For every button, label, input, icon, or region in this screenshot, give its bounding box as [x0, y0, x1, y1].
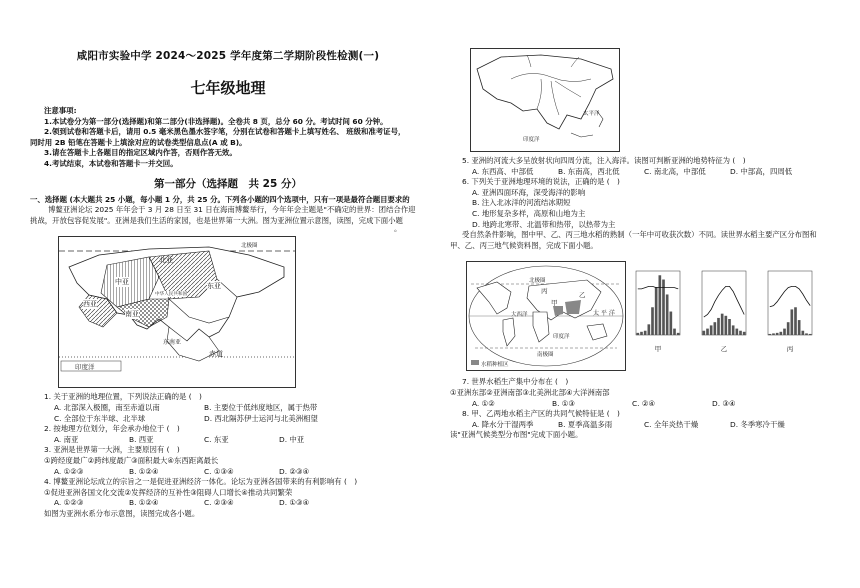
- option[interactable]: B. ①②④: [129, 498, 159, 508]
- option[interactable]: D. ③④: [712, 398, 736, 408]
- exam-title: 咸阳市实验中学 2024～2025 学年度第二学期阶段性检测(一): [76, 50, 380, 62]
- note-line: 1.本试卷分为第一部分(选择题)和第二部分(非选择题)。全卷共 8 页，总分 60 分。考试时间 60 分钟。: [44, 116, 388, 126]
- option[interactable]: B. ①③: [552, 398, 576, 408]
- label-south-asia: 南亚: [125, 310, 139, 319]
- rice-figure: [466, 261, 820, 371]
- label-indian-ocean: 印度洋: [75, 363, 95, 372]
- precip-bar: [728, 319, 731, 335]
- chart-label: 乙: [720, 345, 728, 354]
- climate-chart-jia: [628, 265, 688, 354]
- label-indian-ocean: 印度洋: [523, 137, 540, 143]
- precip-bar: [743, 332, 746, 335]
- precip-bar: [732, 326, 735, 336]
- precip-bar: [802, 331, 805, 335]
- precip-bar: [717, 318, 720, 335]
- asia-location-map: [58, 236, 296, 388]
- precip-bar: [714, 323, 717, 336]
- intro-line: 博鳌亚洲论坛 2025 年年会于 3 月 28 日至 31 日在海南博鳌举行，今年年会主题是"不确定的世界：团结合作迎: [48, 205, 416, 215]
- question-sub: ①亚洲东部②亚洲南部③北美洲北部④大洋洲南部: [450, 387, 610, 397]
- precip-bar: [794, 308, 797, 336]
- precip-bar: [736, 329, 739, 335]
- chart-frame: [636, 271, 680, 335]
- label-china: 中华人民共和国: [155, 292, 188, 298]
- option[interactable]: A. ①②: [472, 398, 495, 408]
- option[interactable]: D. 冬季寒冷干燥: [730, 419, 785, 429]
- note-line: 同时用 2B 铅笔在答题卡上填涂对应的试卷类型信息点(A 或 B)。: [30, 137, 247, 147]
- label-pacific: 太平洋: [583, 111, 600, 117]
- option[interactable]: B. 西亚: [129, 434, 154, 444]
- precip-bar: [787, 323, 790, 336]
- question-sub: ①跨经度最广②跨纬度最广③面积最大④东西距离最长: [44, 455, 219, 465]
- climate-chart-bing: [760, 265, 820, 354]
- intro-line: 挑战，开放包容促发展"。亚洲是我们生活的家园，也是世界第一大洲。图为亚洲位置示意图，读图，完成下面小题: [30, 215, 403, 225]
- rice-intro-line: 受自然条件影响，图中甲、乙、丙三地水稻的熟制（一年中可收获次数）不同。读世界水稻主要产区分布图和: [462, 230, 817, 240]
- question-options: [54, 435, 412, 446]
- option[interactable]: A. ①②③: [54, 466, 84, 476]
- label-se-asia: 东南亚: [163, 339, 182, 347]
- option[interactable]: B. 夏季高温多雨: [558, 419, 613, 429]
- option[interactable]: C. 地形复杂多样，高原和山地为主: [472, 208, 586, 218]
- option[interactable]: D. 中亚: [279, 434, 305, 444]
- precip-bar: [769, 334, 772, 335]
- right-tail: 读"亚洲气候类型分布图"完成下面小题。: [450, 430, 583, 440]
- option[interactable]: C. 南北高，中部低: [644, 166, 706, 176]
- question-options: [54, 403, 412, 414]
- temperature-line: [638, 287, 678, 290]
- option[interactable]: A. 亚洲四面环海，深受海洋的影响: [472, 187, 586, 197]
- precip-bar: [739, 331, 742, 335]
- option[interactable]: B. ①②④: [129, 466, 159, 476]
- climate-charts: [628, 265, 820, 354]
- label-atlantic: 大西洋: [511, 312, 528, 319]
- part1-heading: 第一部分（选择题 共 25 分）: [154, 177, 302, 190]
- precip-bar: [706, 329, 709, 335]
- climate-chart-svg: [760, 265, 820, 341]
- temperature-line: [770, 287, 810, 307]
- label-north-circle: 北极圈: [241, 243, 258, 250]
- label-east-asia: 东亚: [207, 282, 221, 291]
- precip-bar: [651, 308, 654, 336]
- rice-intro-line: 甲、乙、丙三地气候资料图，完成下面小题。: [450, 240, 598, 250]
- question-options: [54, 414, 412, 425]
- precip-bar: [780, 332, 783, 335]
- label-equator: 赤道: [209, 350, 223, 359]
- label-north-circle: 北极圈: [529, 278, 546, 285]
- world-rice-map: [466, 261, 626, 371]
- question-stem: 6. 下列关于亚洲地理环境的说法，正确的是 ( ): [462, 177, 620, 187]
- precip-bar: [783, 329, 786, 335]
- precip-bar: [798, 320, 801, 335]
- label-central-asia: 中亚: [115, 278, 129, 287]
- question-options: [54, 467, 412, 478]
- question-stem: 5. 亚洲的河流大多呈放射状向四周分流，注入海洋。读图可判断亚洲的地势特征为 ( ): [462, 156, 746, 165]
- option[interactable]: C. 全年炎热干燥: [644, 419, 699, 429]
- label-indian: 印度洋: [553, 334, 570, 341]
- precip-bar: [791, 310, 794, 336]
- question-stem: 1. 关于亚洲的地理位置，下列说法正确的是 ( ): [44, 392, 202, 402]
- precip-bar: [673, 329, 676, 335]
- left-column: [30, 48, 416, 519]
- question-sub: ①促进亚洲各国文化交流②发挥经济的互补性③阻碍人口增长④推动共同繁荣: [44, 487, 293, 497]
- option[interactable]: A. 北部深入极圈，南至赤道以南: [54, 402, 160, 412]
- option[interactable]: D. 中部高，四周低: [730, 166, 793, 176]
- chart-frame: [702, 271, 746, 335]
- option[interactable]: D. 地跨北寒带、北温带和热带，以热带为主: [472, 219, 616, 229]
- precip-bar: [648, 325, 651, 336]
- question-options: [472, 420, 820, 431]
- precip-bar: [644, 331, 647, 335]
- label-yi: 乙: [579, 291, 586, 300]
- intro-line: 。: [394, 224, 402, 234]
- option[interactable]: C. ①③④: [204, 466, 234, 476]
- option[interactable]: C. ②④: [632, 398, 656, 408]
- question-stem: 4. 博鳌亚洲论坛成立的宗旨之一是促进亚洲经济一体化。论坛为亚洲各国带来的有利影响有 ( ): [44, 477, 358, 487]
- climate-chart-svg: [694, 265, 754, 341]
- precip-bar: [772, 334, 775, 336]
- legend-rice: 水稻种植区: [481, 362, 509, 369]
- option[interactable]: B. 主要位于低纬度地区，属于热带: [204, 402, 318, 412]
- chart-frame: [768, 271, 812, 335]
- label-pacific: 太 平 洋: [593, 310, 615, 318]
- precip-bar: [809, 334, 812, 335]
- precip-bar: [703, 331, 706, 335]
- asia-river-map: [470, 48, 620, 152]
- precip-bar: [670, 312, 673, 335]
- option[interactable]: A. 南亚: [54, 434, 79, 444]
- temperature-line: [704, 287, 744, 318]
- precip-bar: [710, 326, 713, 336]
- climate-chart-svg: [628, 265, 688, 341]
- option[interactable]: D. ②③④: [279, 466, 310, 476]
- precip-bar: [655, 287, 658, 335]
- precip-bar: [721, 314, 724, 335]
- label-south-circle: 南极圈: [537, 352, 554, 359]
- label-north-asia: 北亚: [159, 256, 173, 265]
- chart-label: 丙: [786, 345, 794, 354]
- label-west-asia: 西亚: [83, 300, 97, 309]
- label-bing: 丙: [541, 287, 548, 296]
- climate-chart-yi: [694, 265, 754, 354]
- precip-bar: [805, 334, 808, 336]
- river-map-drawing: [471, 49, 619, 151]
- precip-bar: [725, 316, 728, 335]
- precip-bar: [677, 333, 680, 335]
- option[interactable]: B. 东南高，西北低: [558, 166, 620, 176]
- question-options: [54, 498, 412, 509]
- left-tail: 如图为亚洲水系分布示意图，读图完成各小题。: [44, 508, 200, 518]
- part1-instruction: 一、选择题 (本大题共 25 小题，每小题 1 分，共 25 分。下列各小题的四个选项中，只有一项是最符合题目要求的: [30, 194, 410, 204]
- question-options: [472, 399, 820, 410]
- option[interactable]: D. ①③④: [279, 498, 310, 508]
- chart-label: 甲: [654, 345, 662, 354]
- right-column: [450, 48, 820, 441]
- option[interactable]: C. ②③④: [204, 498, 234, 508]
- question-stem: 3. 亚洲是世界第一大洲，主要原因有 ( ): [44, 445, 180, 455]
- option[interactable]: C. 全部位于东半球、北半球: [54, 413, 146, 423]
- precip-bar: [637, 333, 640, 335]
- precip-bar: [776, 333, 779, 335]
- precip-bar: [640, 332, 643, 335]
- precip-bar: [659, 276, 662, 336]
- option[interactable]: A. 东西高、中部低: [472, 166, 534, 176]
- question-stem: 7. 世界水稻生产集中分布在 ( ): [462, 377, 569, 387]
- option[interactable]: C. 东亚: [204, 434, 229, 444]
- notes-heading: 注意事项:: [44, 106, 77, 115]
- note-line: 2.领到试卷和答题卡后，请用 0.5 毫米黑色墨水签字笔，分别在试卷和答题卡上填写姓名、 班级和准考证号，: [44, 127, 406, 137]
- option[interactable]: D. 西北隔苏伊士运河与北美洲相望: [204, 413, 318, 423]
- precip-bar: [666, 295, 669, 336]
- option[interactable]: B. 注入北冰洋的河流结冰期短: [472, 198, 571, 208]
- option[interactable]: A. 降水分干湿两季: [472, 419, 534, 429]
- option[interactable]: A. ①②③: [54, 498, 84, 508]
- question-options: [472, 167, 820, 178]
- note-line: 3.请在答题卡上各题目的指定区域内作答，否则作答无效。: [44, 148, 237, 158]
- subject-title: 七年级地理: [190, 79, 266, 97]
- label-jia: 甲: [551, 299, 558, 308]
- question-stem: 8. 甲、乙两地水稻主产区的共同气候特征是 ( ): [462, 409, 620, 419]
- note-line: 4.考试结束，本试卷和答题卡一并交回。: [44, 158, 178, 168]
- question-stem: 2. 按地理方位划分，年会承办地位于 ( ): [44, 424, 180, 434]
